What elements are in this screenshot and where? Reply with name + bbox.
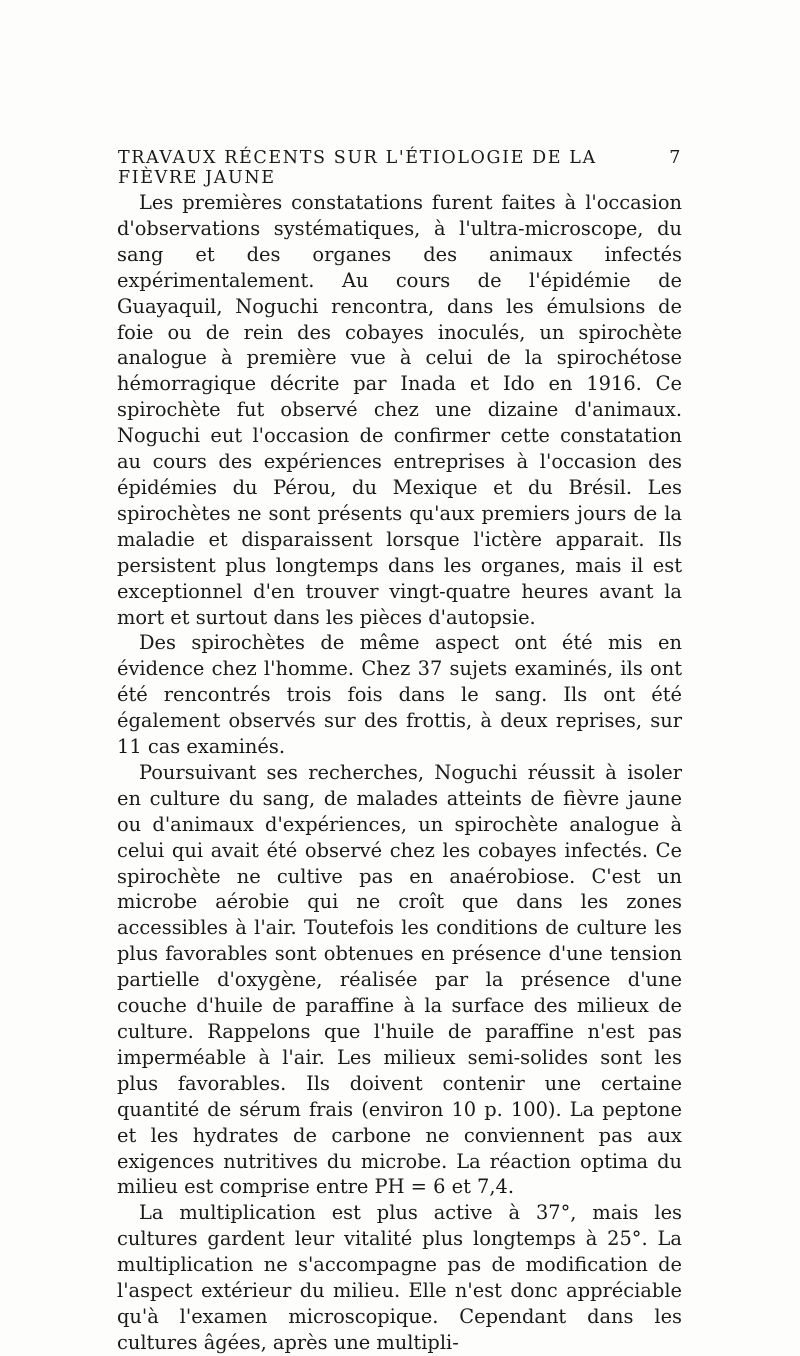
running-title: TRAVAUX RÉCENTS SUR L'ÉTIOLOGIE DE LA FIÈVRE JAUNE [118,148,597,188]
body-text [117,190,682,1356]
running-header [118,148,682,188]
paragraph-3: Poursuivant ses recherches, Noguchi réussit à isoler en culture du sang, de malades atteints de fièvre jaune ou d'animaux d'expériences, un spirochète analogue à celui qui avait été observé chez les cobayes infectés. Ce spirochète ne cultive pas en anaérobiose. C'est un microbe aérobie qui ne croît que dans les zones accessibles à l'air. Toutefois les conditions de culture les plus favorables sont obtenues en présence d'une tension partielle d'oxygène, réalisée par la présence d'une couche d'huile de paraffine à la surface des milieux de culture. Rappelons que l'huile de paraffine n'est pas imperméable à l'air. Les milieux semi-solides sont les plus favorables. Ils doivent contenir une certaine quantité de sérum frais (environ 10 p. 100). La peptone et les hydrates de carbone ne conviennent pas aux exigences nutritives du microbe. La réaction optima du milieu est comprise entre PH = 6 et 7,4. [117,760,682,1199]
page-number: 7 [669,148,682,168]
paragraph-1: Les premières constatations furent faites à l'occasion d'observations systématiques, à l'ultra-microscope, du sang et des organes des animaux infectés expérimentalement. Au cours de l'épidémie de Guayaquil, Noguchi rencontra, dans les émulsions de foie ou de rein des cobayes inoculés, un spirochète analogue à première vue à celui de la spirochétose hémorragique décrite par Inada et Ido en 1916. Ce spirochète fut observé chez une dizaine d'animaux. Noguchi eut l'occasion de confirmer cette constatation au cours des expériences entreprises à l'occasion des épidémies du Pérou, du Mexique et du Brésil. Les spirochètes ne sont présents qu'aux premiers jours de la maladie et disparaissent lorsque l'ictère apparait. Ils persistent plus longtemps dans les organes, mais il est exceptionnel d'en trouver vingt-quatre heures avant la mort et surtout dans les pièces d'autopsie. [117,191,682,629]
paragraph-2: Des spirochètes de même aspect ont été mis en évidence chez l'homme. Chez 37 sujets examinés, ils ont été rencontrés trois fois dans le sang. Ils ont été également observés sur des frottis, à deux reprises, sur 11 cas examinés. [117,631,682,759]
paragraph-4: La multiplication est plus active à 37°, mais les cultures gardent leur vitalité plus longtemps à 25°. La multiplication ne s'accompagne pas de modification de l'aspect extérieur du milieu. Elle n'est donc appréciable qu'à l'examen microscopique. Cependant dans les cultures âgées, après une multipli- [117,1201,682,1354]
